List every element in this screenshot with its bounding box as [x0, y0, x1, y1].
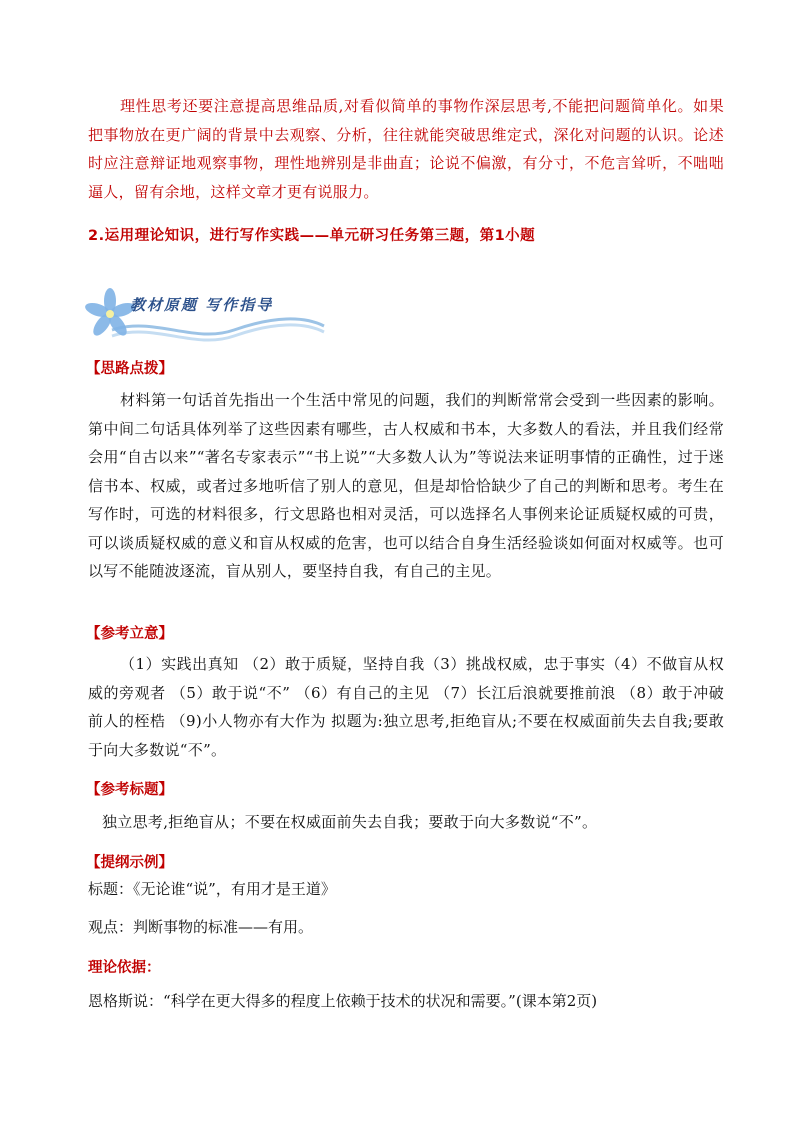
- thinking-tag: 【思路点拨】: [86, 361, 173, 377]
- ideas-tag: 【参考立意】: [86, 626, 173, 642]
- ideas-text: （1）实践出真知 （2）敢于质疑，坚持自我（3）挑战权威，忠于事实（4）不做盲从权威的旁观者 （5）敢于说“不” （6）有自己的主见 （7）长江后浪就要推前浪 （8）敢于冲破前人的桎梏 （9)小人物亦有大作为 拟题为:独立思考,拒绝盲从;不要在权威面前失去自我;要敢于向大多数说“不”。: [88, 655, 724, 759]
- theory-label: 理论依据：: [88, 960, 161, 976]
- section-heading: 2.运用理论知识，进行写作实践——单元研习任务第三题，第1小题: [88, 228, 536, 244]
- outline-tag: 【提纲示例】: [86, 855, 173, 871]
- intro-paragraph: 理性思考还要注意提高思维品质,对看似简单的事物作深层思考,不能把问题简单化。如果把事物放在更广阔的背景中去观察、分析，往往就能突破思维定式，深化对问题的认识。论述时应注意辩证地观察事物，理性地辨别是非曲直；论说不偏激，有分寸，不危言耸听，不咄咄逼人，留有余地，这样文章才更有说服力。: [88, 97, 724, 201]
- banner-title: 教材原题 写作指导: [130, 296, 274, 314]
- outline-title-line: 标题：《无论谁“说”，有用才是王道》: [88, 880, 336, 898]
- titles-text: 独立思考,拒绝盲从；不要在权威面前失去自我；要敢于向大多数说“不”。: [102, 813, 598, 831]
- banner: [84, 286, 328, 350]
- outline-quote-line: 恩格斯说：“科学在更大得多的程度上依赖于技术的状况和需要。”(课本第2页): [88, 992, 598, 1010]
- outline-viewpoint-line: 观点：判断事物的标准——有用。: [88, 918, 314, 936]
- titles-tag: 【参考标题】: [86, 782, 173, 798]
- thinking-text: 材料第一句话首先指出一个生活中常见的问题，我们的判断常常会受到一些因素的影响。第中间二句话具体列举了这些因素有哪些，古人权威和书本，大多数人的看法，并且我们经常会用“自古以来”“著名专家表示”“书上说”“大多数人认为”等说法来证明事情的正确性，过于迷信书本、权威，或者过多地听信了别人的意见，但是却恰恰缺少了自己的判断和思考。考生在写作时，可选的材料很多，行文思路也相对灵活，可以选择名人事例来论证质疑权威的可贵，可以谈质疑权威的意义和盲从权威的危害，也可以结合自身生活经验谈如何面对权威等。也可以写不能随波逐流，盲从别人，要坚持自我，有自己的主见。: [88, 391, 724, 580]
